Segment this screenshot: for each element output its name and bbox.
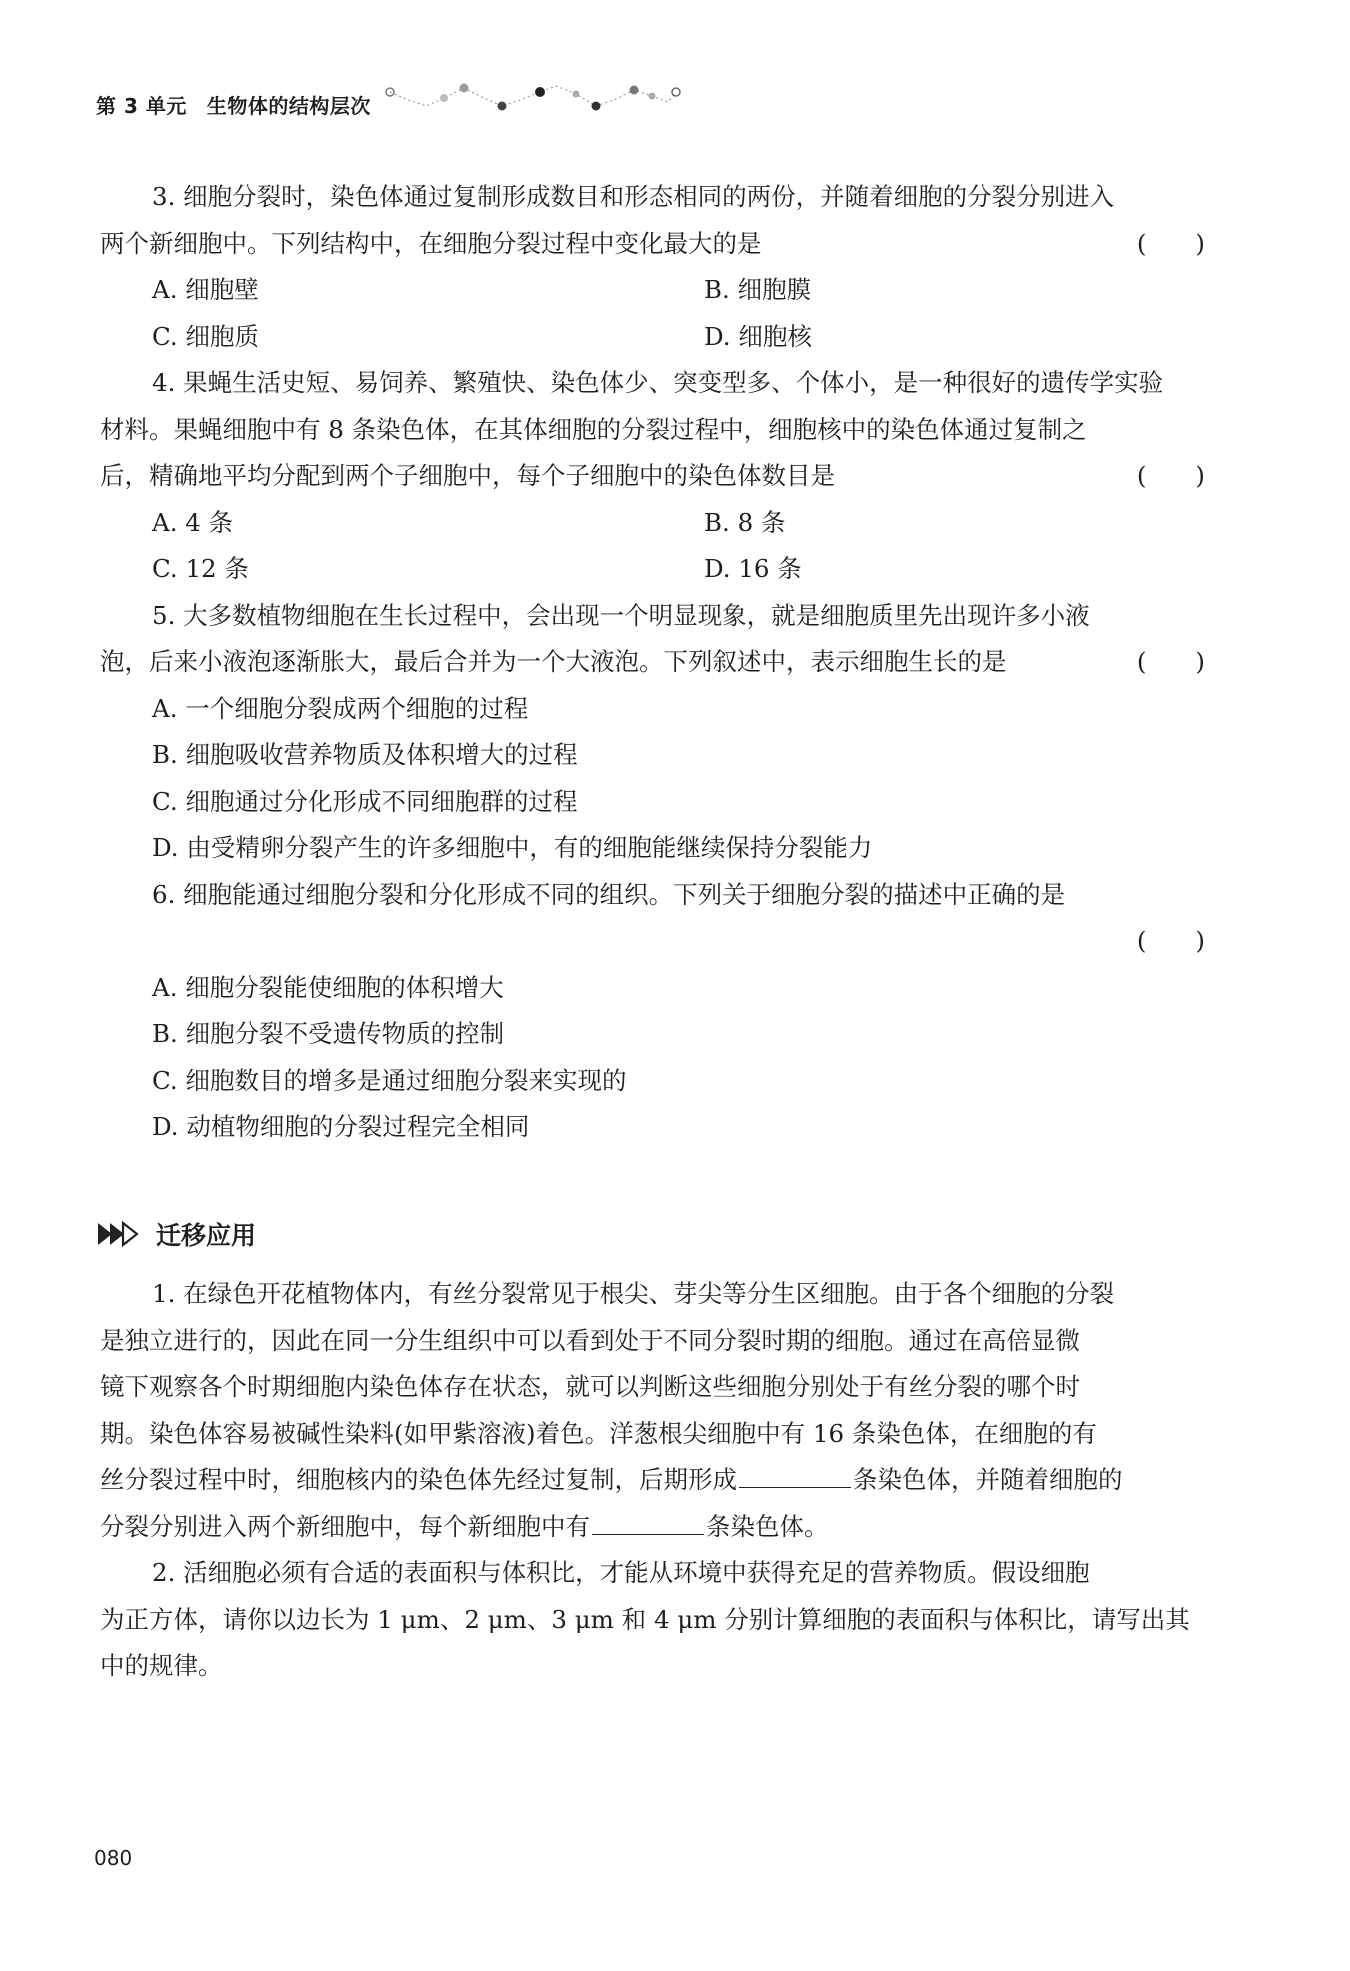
question-text: 丝分裂过程中时，细胞核内的染色体先经过复制，后期形成 xyxy=(100,1465,737,1494)
question-line: 为正方体，请你以边长为 1 μm、2 μm、3 μm 和 4 μm 分别计算细胞的表面积与体积比，请写出其 xyxy=(100,1604,1190,1634)
question-text: 分裂分别进入两个新细胞中，每个新细胞中有 xyxy=(100,1511,590,1541)
question-line xyxy=(100,1457,1215,1504)
option-a: A. 4 条 xyxy=(152,507,234,537)
question-line: 材料。果蝇细胞中有 8 条染色体，在其体细胞的分裂过程中，细胞核中的染色体通过复制之 xyxy=(100,414,1087,444)
option-d: D. 动植物细胞的分裂过程完全相同 xyxy=(152,1112,530,1141)
option-c: C. 细胞质 xyxy=(152,321,259,351)
question-line: 1. 在绿色开花植物体内，有丝分裂常见于根尖、芽尖等分生区细胞。由于各个细胞的分裂 xyxy=(152,1279,1115,1308)
question-line xyxy=(100,1504,1215,1551)
question-text: 泡，后来小液泡逐渐胀大，最后合并为一个大液泡。下列叙述中，表示细胞生长的是 xyxy=(100,647,1007,676)
unit-label: 第 3 单元 xyxy=(96,93,187,118)
fill-in-blank[interactable] xyxy=(592,1510,704,1535)
option-row xyxy=(100,500,1215,547)
fill-in-blank[interactable] xyxy=(739,1463,851,1488)
app-question-2 xyxy=(100,1550,1215,1690)
option-row xyxy=(100,546,1215,593)
option-a: A. 细胞壁 xyxy=(152,275,259,304)
application-exercises xyxy=(100,1271,1215,1690)
running-header xyxy=(96,84,371,124)
question-text: 两个新细胞中。下列结构中，在细胞分裂过程中变化最大的是 xyxy=(100,228,762,258)
section-title: 迁移应用 xyxy=(156,1221,257,1250)
option-c: C. 细胞数目的增多是通过细胞分裂来实现的 xyxy=(152,1065,627,1095)
question-text: 条染色体，并随着细胞的 xyxy=(853,1465,1123,1494)
question-line: 4. 果蝇生活史短、易饲养、繁殖快、染色体少、突变型多、个体小，是一种很好的遗传学实验 xyxy=(152,368,1164,397)
question-line: 3. 细胞分裂时，染色体通过复制形成数目和形态相同的两份，并随着细胞的分裂分别进入 xyxy=(152,182,1115,211)
question-4 xyxy=(100,360,1215,593)
option-b: B. 细胞膜 xyxy=(704,275,812,304)
option-b: B. 8 条 xyxy=(704,507,786,537)
question-line xyxy=(100,918,1215,965)
answer-parentheses: ( ) xyxy=(1136,461,1205,490)
option-row xyxy=(100,267,1215,314)
option-d: D. 16 条 xyxy=(704,554,802,583)
section-heading xyxy=(96,1216,256,1252)
option-b: B. 细胞吸收营养物质及体积增大的过程 xyxy=(152,740,578,769)
question-text: 条染色体。 xyxy=(706,1511,829,1541)
question-6 xyxy=(100,872,1215,1151)
question-line: 是独立进行的，因此在同一分生组织中可以看到处于不同分裂时期的细胞。通过在高倍显微 xyxy=(100,1325,1080,1355)
question-line: 期。染色体容易被碱性染料(如甲紫溶液)着色。洋葱根尖细胞中有 16 条染色体，在细胞的有 xyxy=(100,1418,1097,1448)
option-a: A. 细胞分裂能使细胞的体积增大 xyxy=(152,972,504,1002)
double-arrow-icon xyxy=(96,1220,148,1248)
question-line: 镜下观察各个时期细胞内染色体存在状态，就可以判断这些细胞分别处于有丝分裂的哪个时 xyxy=(100,1372,1080,1401)
answer-parentheses: ( ) xyxy=(1136,926,1205,955)
page-number: 080 xyxy=(94,1846,133,1870)
option-a: A. 一个细胞分裂成两个细胞的过程 xyxy=(152,693,529,723)
answer-parentheses: ( ) xyxy=(1136,228,1205,258)
question-line: 6. 细胞能通过细胞分裂和分化形成不同的组织。下列关于细胞分裂的描述中正确的是 xyxy=(152,879,1066,909)
option-c: C. 12 条 xyxy=(152,554,249,583)
answer-parentheses: ( ) xyxy=(1136,647,1205,676)
question-text: 后，精确地平均分配到两个子细胞中，每个子细胞中的染色体数目是 xyxy=(100,461,835,490)
question-3 xyxy=(100,174,1215,360)
unit-title: 生物体的结构层次 xyxy=(206,93,371,118)
question-line: 5. 大多数植物细胞在生长过程中，会出现一个明显现象，就是细胞质里先出现许多小液 xyxy=(152,600,1090,630)
option-d: D. 由受精卵分裂产生的许多细胞中，有的细胞能继续保持分裂能力 xyxy=(152,833,873,862)
question-line: 中的规律。 xyxy=(100,1651,223,1680)
header-dots-decoration-icon xyxy=(384,80,684,120)
question-line xyxy=(100,221,1215,268)
question-line xyxy=(100,453,1215,500)
option-d: D. 细胞核 xyxy=(704,321,812,351)
option-c: C. 细胞通过分化形成不同细胞群的过程 xyxy=(152,786,578,816)
question-line xyxy=(100,639,1215,686)
app-question-1 xyxy=(100,1271,1215,1550)
option-row xyxy=(100,314,1215,361)
exercise-list xyxy=(100,174,1215,1151)
question-5 xyxy=(100,593,1215,872)
option-b: B. 细胞分裂不受遗传物质的控制 xyxy=(152,1019,505,1048)
question-line: 2. 活细胞必须有合适的表面积与体积比，才能从环境中获得充足的营养物质。假设细胞 xyxy=(152,1558,1090,1587)
